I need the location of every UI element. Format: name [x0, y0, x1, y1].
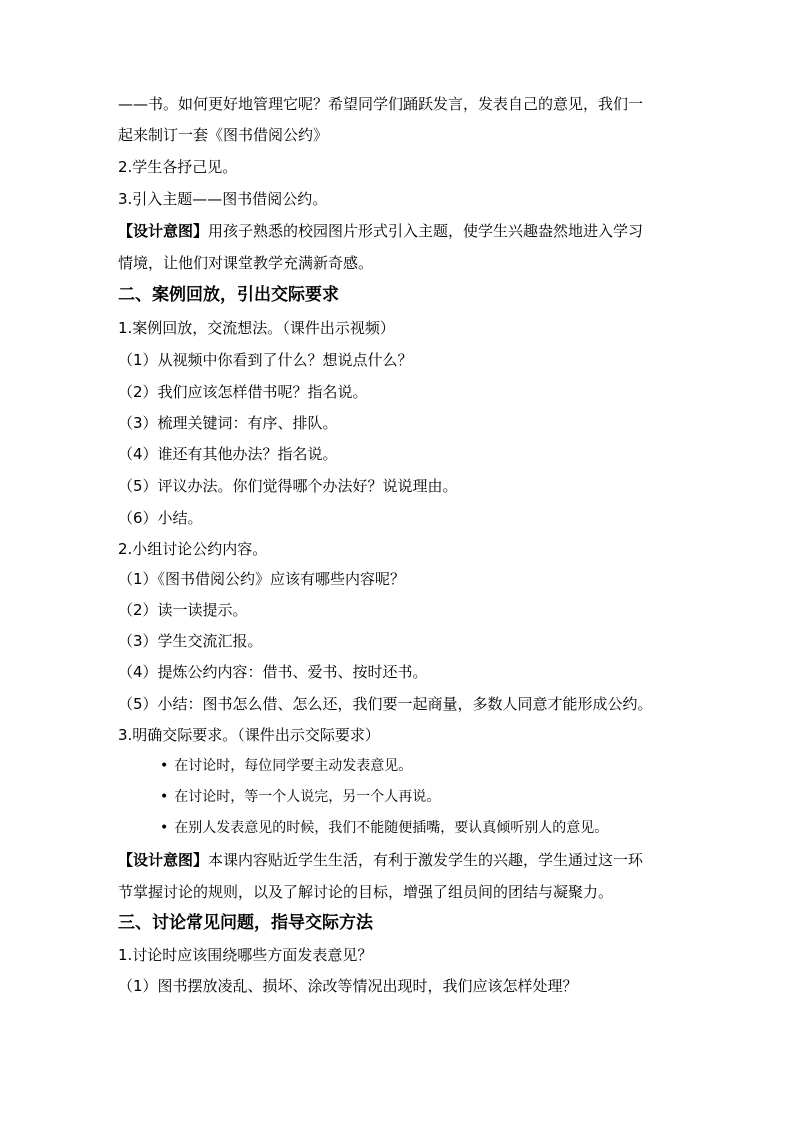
group-item: （5）小结：图书怎么借、怎么还，我们要一起商量，多数人同意才能形成公约。: [118, 695, 653, 713]
intro-line-1: ——书。如何更好地管理它呢？希望同学们踊跃发言，发表自己的意见，我们一: [118, 95, 644, 113]
group-item: （3）学生交流汇报。: [118, 632, 263, 650]
case-title: 1.案例回放，交流想法。（课件出示视频）: [118, 319, 395, 337]
requirement-bullet: [160, 786, 440, 808]
group-item: （2）读一读提示。: [118, 601, 248, 619]
case-item: （2）我们应该怎样借书呢？指名说。: [118, 383, 368, 401]
design-intent-tag: 【设计意图】: [118, 851, 209, 869]
design-intent-text: 用孩子熟悉的校园图片形式引入主题，使学生兴趣盎然地进入学习: [208, 222, 644, 240]
design-intent-2-cont: 节掌握讨论的规则，以及了解讨论的目标，增强了组员间的团结与凝聚力。: [118, 883, 614, 901]
case-item: （1）从视频中你看到了什么？想说点什么？: [118, 351, 413, 369]
bullet-dot-icon: •: [160, 789, 169, 805]
requirements-title: 3.明确交际要求。（课件出示交际要求）: [118, 726, 380, 744]
bullet-dot-icon: •: [160, 758, 169, 774]
step-item-2: 2.学生各抒己见。: [118, 158, 238, 176]
case-item: （3）梳理关键词：有序、排队。: [118, 414, 338, 432]
step-item-3: 3.引入主题——图书借阅公约。: [118, 190, 328, 208]
case-item: （5）评议办法。你们觉得哪个办法好？说说理由。: [118, 477, 458, 495]
group-title: 2.小组讨论公约内容。: [118, 540, 268, 558]
requirement-bullet: [160, 755, 412, 777]
requirement-text: 在讨论时，每位同学要主动发表意见。: [174, 758, 413, 774]
intro-line-2: 起来制订一套《图书借阅公约》: [118, 126, 329, 144]
group-item: （4）提炼公约内容：借书、爱书、按时还书。: [118, 663, 428, 681]
design-intent-2: [118, 849, 643, 871]
design-intent-tag: 【设计意图】: [118, 222, 209, 240]
requirement-text: 在讨论时，等一个人说完，另一个人再说。: [174, 789, 441, 805]
requirement-bullet: [160, 817, 608, 839]
design-intent-1: [118, 220, 643, 242]
section-heading-2: 二、案例回放，引出交际要求: [118, 285, 339, 305]
discuss-title: 1.讨论时应该围绕哪些方面发表意见？: [118, 946, 373, 964]
requirement-text: 在别人发表意见的时候，我们不能随便插嘴，要认真倾听别人的意见。: [174, 820, 609, 836]
case-item: （4）谁还有其他办法？指名说。: [118, 445, 338, 463]
discuss-item: （1）图书摆放凌乱、损坏、涂改等情况出现时，我们应该怎样处理？: [118, 977, 578, 995]
design-intent-1-cont: 情境，让他们对课堂教学充满新奇感。: [118, 254, 374, 272]
case-item: （6）小结。: [118, 509, 203, 527]
design-intent-text: 本课内容贴近学生生活，有利于激发学生的兴趣，学生通过这一环: [208, 851, 644, 869]
bullet-dot-icon: •: [160, 820, 169, 836]
section-heading-3: 三、讨论常见问题，指导交际方法: [118, 913, 373, 933]
group-item: （1）《图书借阅公约》应该有哪些内容呢？: [118, 570, 406, 588]
